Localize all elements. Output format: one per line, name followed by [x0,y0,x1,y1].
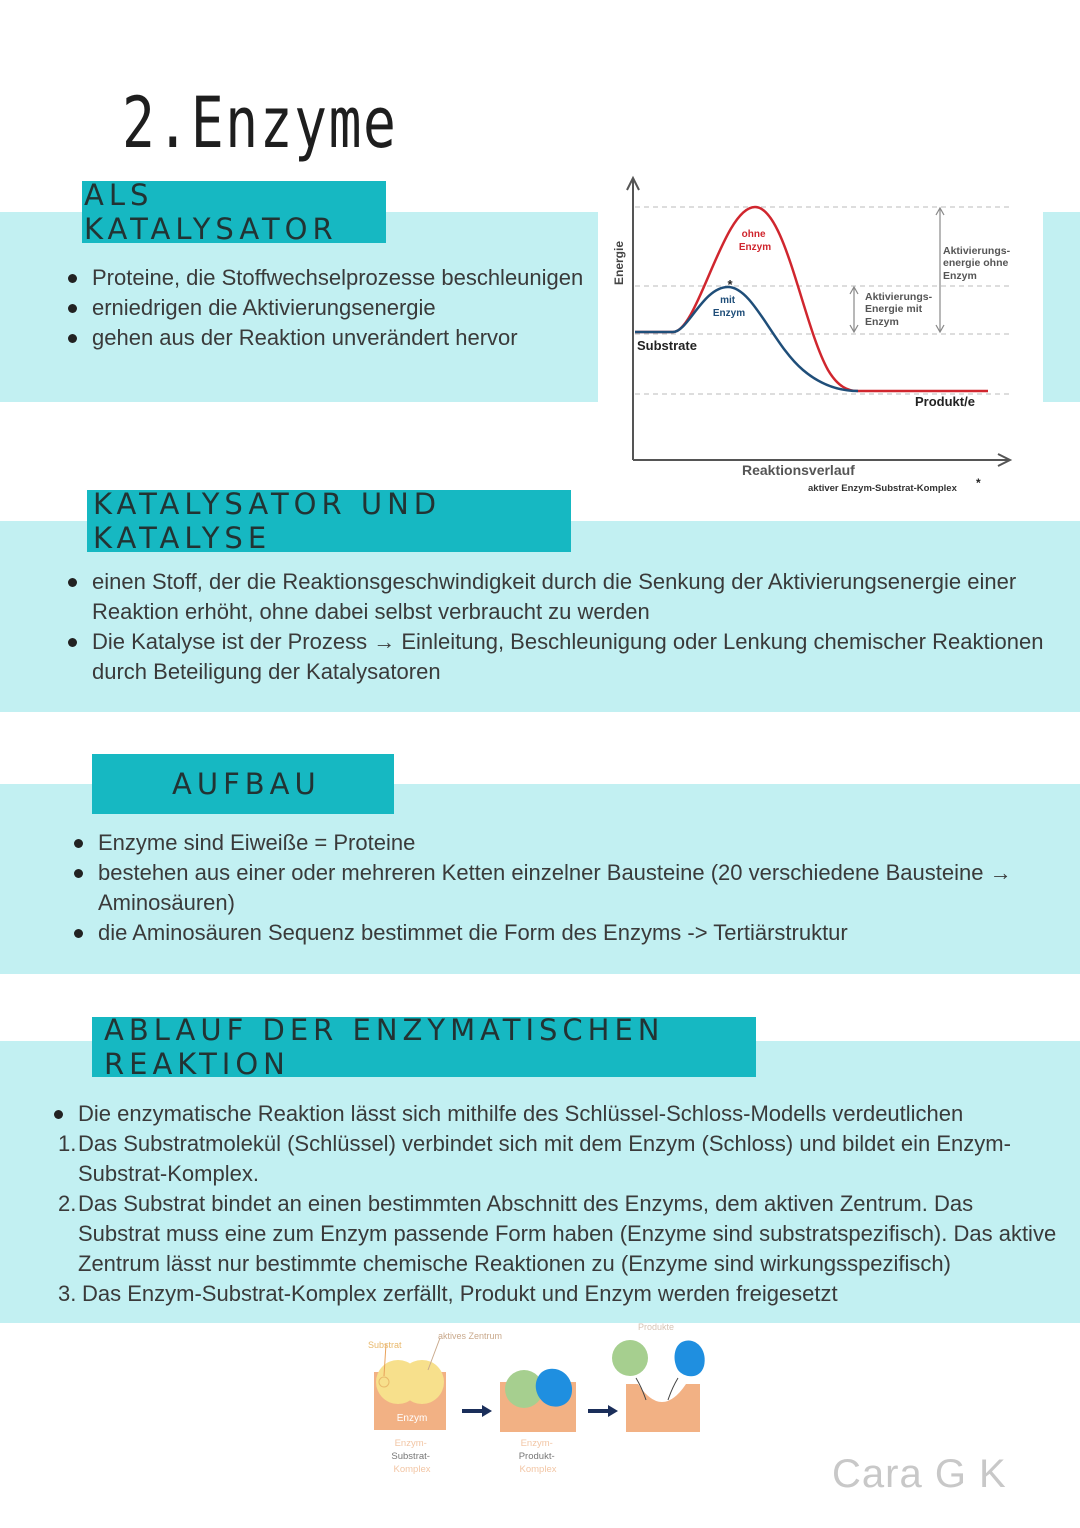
heading-aufbau [92,754,394,814]
product-label: Produkt/e [915,394,975,409]
step-number: 1. [58,1131,77,1156]
heading-text: ALS KATALYSATOR [84,178,338,246]
list-item: Enzyme sind Eiweiße = Proteine [72,828,1012,858]
ea-with-label-line: Energie mit [865,303,923,315]
arrow-right-icon [608,1405,618,1417]
page-title: 2.Enzyme [122,82,398,164]
y-axis-label: Energie [612,240,626,285]
complex1-label-line: Enzym- [394,1438,427,1449]
heading-text: KATALYSATOR UND KATALYSE [93,487,442,555]
list-item [58,1189,1058,1279]
ea-with-label-line: Aktivierungs- [865,291,933,303]
arrow-right-icon [482,1405,492,1417]
heading-text: AUFBAU [172,767,321,801]
complex2-label-line: Komplex [519,1464,557,1475]
section-band-right-edge [1043,212,1080,402]
list-item: gehen aus der Reaktion unverändert hervor [66,323,596,353]
complex2-label-line: Produkt- [518,1451,555,1462]
list-item: die Aminosäuren Sequenz bestimmet die Form des Enzyms -> Tertiärstruktur [72,918,1012,948]
ea-without-label-line: energie ohne [943,257,1009,269]
footnote-star: * [976,476,981,490]
ea-without-label-line: Enzym [943,270,977,282]
katalyse-bullets [66,567,1051,687]
heading-als-katalysator [82,178,386,246]
step-text: Das Enzym-Substrat-Komplex zerfällt, Produkt und Enzym werden freigesetzt [82,1281,838,1306]
complex1-label [391,1438,432,1475]
footnote: aktiver Enzym-Substrat-Komplex [808,483,957,494]
step-number: 2. [58,1191,77,1216]
list-item: einen Stoff, der die Reaktionsgeschwindigkeit durch die Senkung der Aktivierungsenergie einer Reaktion erhöht, ohne dabei selbst verbraucht zu werden [66,567,1051,627]
step-text: Das Substrat bindet an einen bestimmten Abschnitt des Enzyms, dem aktiven Zentrum. Das Substrat muss eine zum Enzym passende Form haben (Enzyme sind substratspezifisch). Das aktive Zentrum lässt nur bestimmte chemische Reaktionen zu (Enzyme sind wirkungsspezifisch) [78,1191,1057,1276]
curve-with-label-line: mit [720,295,736,306]
curve-without-label-line: Enzym [738,242,772,253]
list-item: Die Katalyse ist der Prozess → Einleitung, Beschleunigung oder Lenkung chemischer Reaktionen durch Beteiligung der Katalysatoren [66,627,1051,687]
substrate-shape [400,1360,444,1404]
katalysator-bullets [66,263,596,353]
list-item: Die enzymatische Reaktion lässt sich mithilfe des Schlüssel-Schloss-Modells verdeutlichen [52,1099,1052,1129]
ea-with-label-line: Enzym [865,316,899,328]
substrat-label: Substrat [368,1340,402,1350]
complex1-label-line: Substrat- [391,1451,430,1462]
list-item [58,1129,1058,1189]
heading-katalysator-und-katalyse [87,487,571,555]
product-shape [612,1340,648,1376]
products-label: Produkte [637,1322,675,1332]
list-item: bestehen aus einer oder mehreren Ketten einzelner Bausteine (20 verschiedene Bausteine → Aminosäuren) [72,858,1012,918]
ea-without-label-line: Aktivierungs- [943,245,1011,257]
substrate-label: Substrate [637,338,697,353]
enzyme-label: Enzym [396,1413,428,1424]
product-shape [675,1340,705,1376]
author-signature: Cara G K [832,1452,1007,1496]
list-item: Proteine, die Stoffwechselprozesse beschleunigen [66,263,596,293]
list-item [58,1279,1058,1309]
heading-ablauf [92,1013,756,1081]
step-number: 3. [58,1281,77,1306]
star-marker: * [727,277,733,292]
curve-without-label-line: ohne [741,229,766,240]
x-axis-label: Reaktionsverlauf [742,462,855,478]
heading-text: ABLAUF DER ENZYMATISCHEN REAKTION [104,1013,665,1081]
enzyme-shape [626,1384,700,1432]
aufbau-bullets [72,828,1012,948]
active-site-label: aktives Zentrum [438,1331,503,1341]
complex2-label [519,1438,558,1475]
list-item: erniedrigen die Aktivierungsenergie [66,293,596,323]
ablauf-steps [58,1129,1058,1309]
step-text: Das Substratmolekül (Schlüssel) verbindet sich mit dem Enzym (Schloss) und bildet ein Enzym-Substrat-Komplex. [78,1131,1011,1186]
lock-key-model-figure [360,1320,710,1482]
complex2-label-line: Enzym- [520,1438,553,1449]
ablauf-intro [52,1099,1052,1129]
energy-diagram [603,165,1043,500]
curve-with-label-line: Enzym [712,308,746,319]
complex1-label-line: Komplex [393,1464,431,1475]
